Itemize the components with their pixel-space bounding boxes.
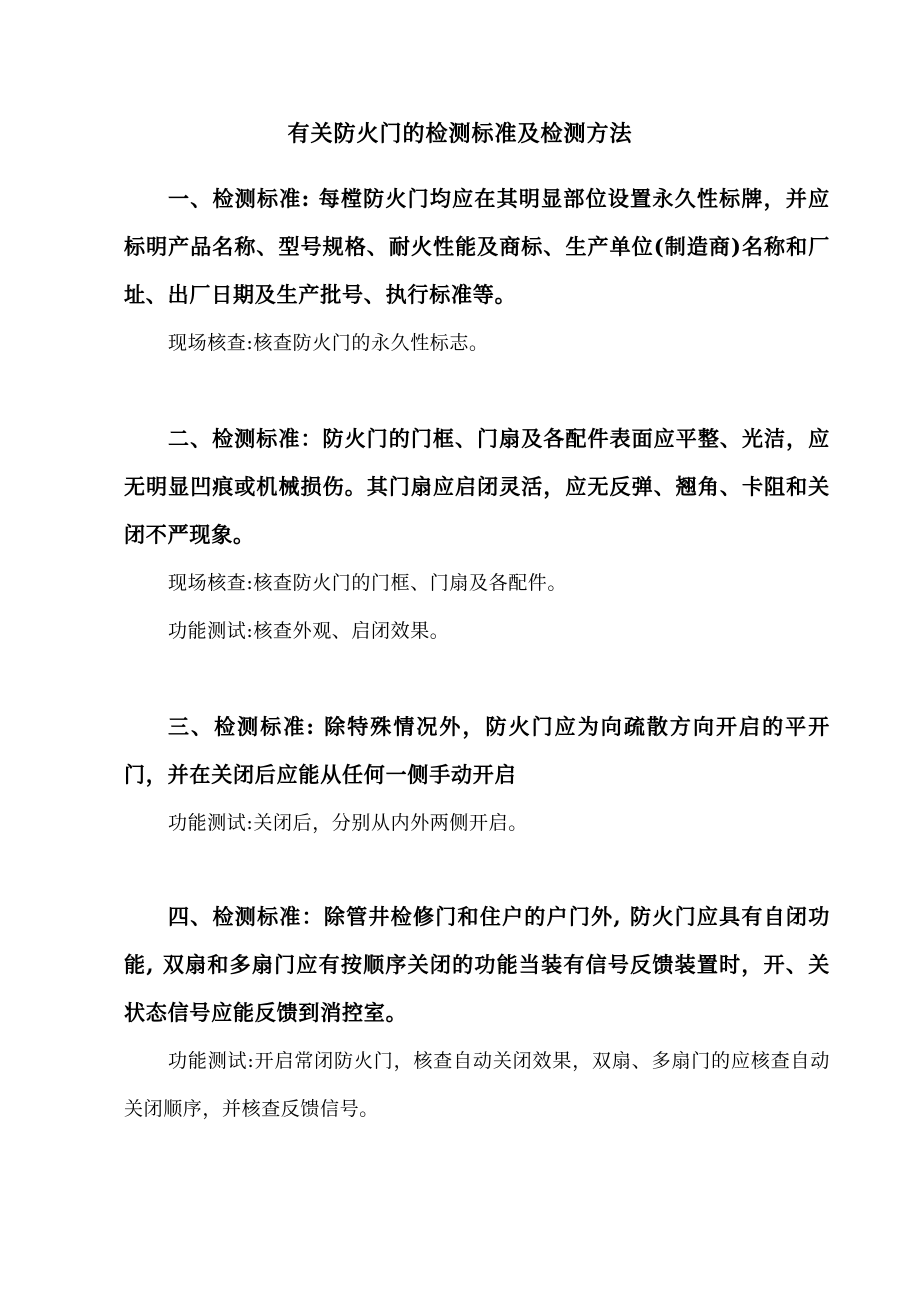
section-3-note-1: 功能测试:关闭后，分别从内外两侧开启。 [168,812,528,834]
section-4-standard: 四、检测标准：除管井检修门和住户的户门外, 防火门应具有自闭功能, 双扇和多扇门应有按顺序关闭的功能当装有信号反馈装置时，开、关状态信号应能反馈到消控室。 [124,904,830,1025]
section-4 [124,893,830,1133]
section-2-note-2: 功能测试:核查外观、启闭效果。 [168,620,450,642]
section-2-standard: 二、检测标准：防火门的门框、门扇及各配件表面应平整、光洁，应无明显凹痕或机械损伤。其门扇应启闭灵活，应无反弹、翘角、卡阻和关闭不严现象。 [124,426,830,547]
section-1-standard: 一、检测标准: 每樘防火门均应在其明显部位设置永久性标牌，并应标明产品名称、型号规格、耐火性能及商标、生产单位(制造商)名称和厂址、出厂日期及生产批号、执行标准等。 [124,186,830,307]
document-title: 有关防火门的检测标准及检测方法 [287,121,633,147]
section-4-note-1: 功能测试:开启常闭防火门，核查自动关闭效果，双扇、多扇门的应核查自动关闭顺序，并核查反馈信号。 [124,1050,830,1120]
section-3 [124,703,830,847]
section-2 [124,415,830,655]
section-2-note-1: 现场核查:核查防火门的门框、门扇及各配件。 [168,572,568,594]
section-1 [124,175,830,367]
section-3-standard: 三、检测标准: 除特殊情况外，防火门应为向疏散方向开启的平开门，并在关闭后应能从任何一侧手动开启 [124,714,830,787]
section-1-note-1: 现场核查:核查防火门的永久性标志。 [168,332,489,354]
